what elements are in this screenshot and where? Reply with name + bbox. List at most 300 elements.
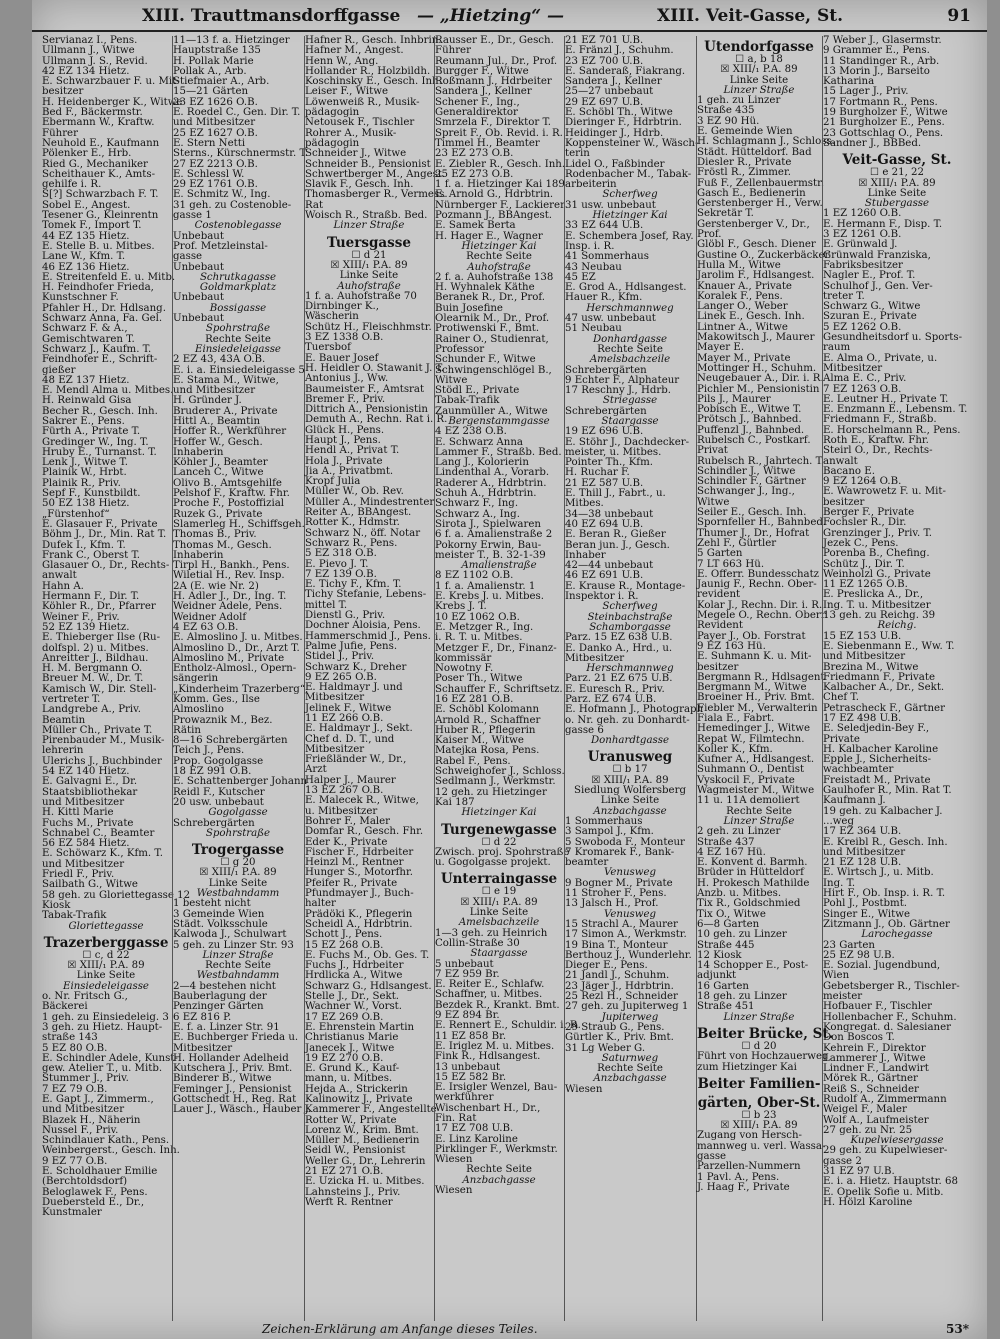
directory-entry: gehilfe i. R.: [42, 179, 102, 191]
directory-entry: Jarolim F., Hdlsangest.: [697, 270, 815, 282]
directory-entry: E. Grod A., Hdlsangest.: [565, 282, 687, 294]
directory-entry: Reidl F., Kutscher: [173, 786, 265, 798]
cross-street: Westbahndamm: [196, 970, 280, 982]
directory-entry: Grenzinger J., Priv. T.: [823, 527, 932, 539]
directory-entry: 1 besteht nicht: [173, 898, 251, 910]
directory-entry: Schott J., Pens.: [305, 929, 383, 941]
directory-entry: Sandera J., Kellner: [435, 86, 532, 98]
directory-entry: Tichy Stefanie, Lebens-: [305, 589, 427, 601]
directory-entry: E. Stelle B. u. Mitbes.: [42, 240, 155, 252]
directory-entry: H. Ruchar F.: [565, 467, 630, 479]
directory-entry: 7 EZ 959 Br.: [435, 968, 500, 980]
directory-entry: Anzb. u. Mitbes.: [697, 888, 782, 900]
directory-entry: E. Enzmann E., Lebensm. T.: [823, 404, 968, 416]
directory-entry: Don Boscos T.: [823, 1032, 895, 1044]
directory-entry: 4 EZ 238 O.B.: [435, 426, 507, 438]
directory-entry: Friedl F., Priv.: [42, 869, 115, 881]
directory-entry: 23 Gottschlag O., Pens.: [823, 127, 944, 139]
directory-entry: 2 geh. zu Linzer: [697, 826, 781, 838]
directory-entry: 25—27 unbebaut: [565, 86, 654, 98]
directory-entry: E. Schöbl Kolomann: [435, 704, 540, 716]
directory-entry: Kaiser M., Witwe: [435, 735, 524, 747]
directory-entry: 1 Sommerhaus: [565, 815, 643, 827]
directory-entry: Wischenbart H., Dr.,: [435, 1102, 541, 1114]
directory-entry: Lenk J., Witwe T.: [42, 457, 128, 469]
directory-entry: Fiala E., Fabrt.: [697, 713, 775, 724]
directory-entry: Hoffer R., Werkführer: [173, 426, 287, 438]
cross-street: Anzbachgasse: [593, 1073, 667, 1085]
directory-entry: Mottinger H., Schuhm.: [697, 362, 817, 374]
column-6: [696, 36, 835, 1321]
directory-entry: o. Nr. Fritsch G.,: [42, 991, 128, 1003]
directory-entry: H. Kittl Marie: [42, 807, 114, 819]
directory-entry: Proche F., Postoffizial: [173, 498, 285, 510]
directory-entry: Pfundmayer J., Buch-: [305, 888, 414, 900]
directory-entry: Bremer F., Priv.: [305, 393, 386, 405]
directory-entry: 10 geh. zu Linzer: [697, 929, 787, 941]
directory-entry: Müller A., Mindestrenter: [305, 496, 435, 508]
directory-entry: Pobisch E., Witwe T.: [697, 404, 802, 416]
directory-entry: und Mitbesitzer: [173, 385, 256, 397]
directory-entry: gew. Atelier T., u. Mitb.: [42, 1063, 163, 1075]
directory-entry: 44 EZ 135 Hietz.: [42, 230, 130, 242]
directory-entry: Hejda A., Strickerin: [305, 1083, 408, 1095]
directory-entry: 16 EZ 281 O.B.: [435, 694, 514, 705]
directory-entry: Müller M., Bedienerin: [305, 1135, 420, 1147]
directory-entry: 15 Strachl A., Maurer: [565, 918, 678, 930]
directory-entry: 17 EZ 364 U.B.: [823, 826, 902, 838]
directory-entry: E. Siebenmann E., Ww. T.: [823, 640, 955, 652]
directory-entry: Christianus Marie: [305, 1032, 399, 1044]
directory-entry: Broeiner H., Priv. Bmt.: [697, 692, 815, 704]
directory-entry: 18 EZ 991 O.B.: [173, 766, 252, 778]
column-5: [564, 35, 704, 1321]
directory-entry: Schrebergärten: [565, 364, 647, 376]
directory-entry: 21 EZ 271 O.B.: [305, 1166, 384, 1178]
directory-entry: (Berchtoldsdorf): [42, 1176, 128, 1188]
directory-entry: ☐ b 17: [612, 764, 648, 776]
directory-entry: Private: [823, 733, 860, 745]
directory-entry: Linke Seite: [339, 270, 399, 282]
directory-entry: Gasch E., Bedienerin: [697, 187, 806, 199]
directory-entry: Sakrer E., Pens.: [42, 415, 125, 427]
directory-entry: Gemischtwaren T.: [42, 333, 135, 345]
directory-entry: E. Grünwald J.: [823, 239, 898, 251]
directory-entry: Professor: [435, 343, 485, 355]
cross-street: Hietzinger Kai: [461, 240, 537, 252]
cross-street: Anzbachgasse: [593, 805, 667, 817]
directory-entry: Pirenbauder M., Musik-: [42, 735, 165, 747]
directory-entry: 29 EZ 1761 O.B.: [173, 179, 258, 191]
directory-entry: sängerin: [173, 673, 219, 685]
directory-entry: Kaufmann J.: [823, 795, 886, 807]
directory-entry: 47 usw. unbebaut: [565, 313, 656, 325]
directory-entry: und Mitbesitzer: [42, 858, 125, 870]
directory-entry: Gerstenberger V., Dr.,: [697, 218, 810, 230]
directory-entry: Seiler E., Gesch. Inh.: [697, 507, 807, 519]
cross-street: Amelsbachzeile: [589, 354, 671, 366]
directory-entry: Schneider B., Pensionist: [305, 158, 431, 170]
directory-entry: zum Hietzinger Kai: [697, 1061, 797, 1073]
directory-entry: Janecek J., Witwe: [305, 1042, 395, 1054]
directory-entry: Gredinger W., Ing. T.: [42, 436, 149, 448]
directory-entry: Straße 451: [697, 1001, 755, 1013]
directory-entry: 13 unbebaut: [435, 1061, 501, 1073]
directory-entry: 56 EZ 584 Hietz.: [42, 838, 130, 850]
directory-entry: gießer: [42, 364, 76, 376]
directory-entry: und Mitbesitzer: [823, 846, 906, 858]
directory-entry: 11 EZ 858 Br.: [435, 1030, 507, 1042]
cross-street: Larochegasse: [861, 929, 933, 941]
directory-entry: Schwarz J., Kaufm. T.: [42, 343, 152, 355]
directory-entry: beamter: [565, 857, 609, 869]
directory-entry: Beamtin: [42, 714, 86, 726]
cross-street: Westbahndamm: [196, 888, 280, 900]
directory-entry: E. Rennert E., Schuldir. i. R.: [435, 1020, 581, 1032]
cross-street: Amelsbachzeile: [458, 917, 540, 929]
directory-entry: Schener F., Ing.,: [435, 96, 520, 108]
directory-entry: E. Haldmayr J., Sekt.: [305, 723, 413, 735]
directory-entry: Weidner Adele, Pens.: [173, 601, 283, 613]
directory-entry: J. Haag F., Private: [697, 1181, 790, 1193]
directory-entry: E. Linz Karoline: [435, 1133, 518, 1145]
directory-entry: Mitbesitzer: [565, 652, 625, 664]
directory-entry: 17 Reschny J., Hdrb.: [565, 385, 671, 397]
directory-entry: Demuth A., Rechn. Rat i. R.: [305, 414, 448, 426]
directory-entry: und Mitbesitzer: [173, 117, 256, 129]
directory-entry: und Mitbesitzer: [823, 651, 906, 663]
directory-entry: Schweighofer J., Schloss.: [435, 766, 565, 778]
directory-entry: Revident: [697, 620, 743, 632]
directory-entry: Linke Seite: [208, 877, 268, 889]
directory-entry: Kolar J., Rechn. Dir. i. R.: [697, 599, 823, 611]
column-3: [304, 35, 448, 1321]
directory-entry: 25 EZ 98 U.B.: [823, 949, 895, 961]
directory-entry: Thomasberger R., Vermess.: [305, 189, 448, 201]
directory-entry: Penzinger Gärten: [173, 1001, 264, 1013]
directory-entry: Schindler F., Gärtner: [697, 476, 806, 488]
directory-entry: E. f. a. Linzer Str. 91: [173, 1021, 280, 1033]
directory-entry: 19 EZ 270 O.B.: [305, 1052, 384, 1064]
directory-entry: E. Thill J., Fabrt., u.: [565, 488, 666, 500]
directory-entry: ☐ e 21, 22: [869, 167, 925, 179]
directory-entry: Arzt: [305, 764, 327, 776]
directory-entry: E. Wirtsch J., u. Mitb.: [823, 867, 934, 879]
directory-entry: Schütz J., Dir. T.: [823, 558, 905, 570]
directory-entry: revident: [697, 589, 741, 601]
directory-entry: lehrerin: [42, 745, 84, 757]
directory-entry: 25 EZ 273 O.B.: [435, 168, 514, 180]
directory-entry: Fiebler M., Verwalterin: [697, 702, 818, 714]
directory-entry: Sobel E., Angest.: [42, 199, 131, 211]
directory-entry: Puffenzl J., Bahnbed.: [697, 424, 805, 436]
directory-entry: Parz. EZ 674 U.B.: [565, 694, 657, 705]
directory-entry: Haupt J., Pens.: [305, 434, 381, 446]
directory-entry: Rubelsch C., Postkarf.: [697, 434, 811, 446]
directory-entry: und Mitbesitzer: [42, 796, 125, 808]
directory-entry: Stelle J., Dr., Sekt.: [305, 991, 400, 1003]
directory-entry: 3 EZ 90 Hü.: [697, 115, 760, 127]
directory-entry: Kiosk: [42, 899, 71, 911]
directory-entry: S[?] Schwarzbach F. T.: [42, 189, 159, 201]
directory-entry: E. i. a. Einsiedeleigasse 5: [173, 364, 305, 376]
directory-entry: Hemedinger J., Witwe: [697, 723, 811, 735]
directory-entry: Poser Th., Witwe: [435, 673, 523, 685]
directory-entry: Timmel H., Beamter: [435, 137, 540, 149]
directory-entry: E. Preslicka A., Dr.,: [823, 589, 924, 601]
directory-entry: Jia A., Privatbmt.: [305, 465, 394, 477]
directory-entry: Ullmann J., Witwe: [42, 45, 135, 57]
directory-entry: Hammerschmid J., Pens.: [305, 630, 431, 642]
directory-entry: Kalinowitz J., Private: [305, 1093, 413, 1105]
directory-entry: Schwertberger M., Angest.: [305, 168, 446, 180]
directory-entry: Jelinek F., Witwe: [305, 702, 392, 714]
directory-entry: H. Kalbacher Karoline: [823, 743, 939, 755]
directory-entry: Kamisch W., Dir. Stell-: [42, 683, 157, 695]
directory-entry: Protiwenski F., Bmt.: [435, 323, 540, 335]
directory-entry: Rechte Seite: [597, 1063, 663, 1075]
directory-entry: 17 EZ 269 O.B.: [305, 1011, 384, 1023]
directory-entry: 15—21 Gärten: [173, 86, 249, 98]
cross-street: Costenoblegasse: [194, 220, 282, 232]
directory-entry: E. Stama M., Witwe,: [173, 374, 279, 386]
directory-entry: 5 EZ 80 O.B.: [42, 1042, 108, 1054]
directory-entry: anwalt: [823, 455, 858, 467]
directory-entry: Frank C., Oberst T.: [42, 549, 140, 561]
directory-entry: Hahn A.: [42, 580, 84, 592]
column-2: [172, 35, 312, 1321]
street-heading: Unterraingasse: [440, 871, 558, 888]
directory-entry: Prop. Gogolgasse: [173, 755, 264, 767]
directory-entry: Alma E. C., Priv.: [823, 373, 907, 385]
directory-entry: Metzger F., Dr., Finanz-: [435, 642, 557, 654]
directory-entry: Privat: [697, 445, 728, 457]
directory-entry: Stödl E., Private: [435, 385, 520, 397]
directory-entry: Sepf F., Kunstbildt.: [42, 488, 141, 500]
directory-entry: H. Hollander Adelheid: [173, 1052, 289, 1064]
directory-entry: 5 EZ 1262 O.B.: [823, 321, 902, 333]
directory-entry: E. Schindler Adele, Kunst-: [42, 1052, 178, 1064]
directory-entry: Schunder F., Witwe: [435, 354, 536, 366]
directory-entry: Berger F., Private: [823, 507, 915, 519]
directory-entry: Olearnik M., Dr., Prof.: [435, 313, 550, 325]
directory-entry: E. Galvagni E., Dr.: [42, 776, 138, 788]
directory-entry: Weiner F., Priv.: [42, 611, 120, 623]
directory-entry: raum: [823, 342, 851, 354]
directory-entry: Führt von Hochzauerweg: [697, 1051, 829, 1063]
directory-entry: ☒ XIII/₁ P.A. 89: [199, 867, 277, 879]
directory-entry: Vyskocil F., Private: [697, 774, 795, 786]
cross-street: Schamborgasse: [589, 621, 671, 633]
cross-street: Einsiedeleigasse: [195, 343, 281, 355]
cross-street: Anzbachgasse: [462, 1174, 536, 1186]
directory-entry: Glück H., Pens.: [305, 424, 385, 436]
street-heading: Beiter Brücke, St.: [697, 1025, 834, 1042]
directory-entry: 10 EZ 1062 O.B.: [435, 611, 520, 623]
directory-entry: Kai 187: [435, 796, 475, 808]
directory-entry: Chef T.: [823, 692, 859, 704]
directory-entry: Reiter A., BBAngest.: [305, 507, 412, 519]
directory-entry: E. Streitenfeld E. u. Mitb.: [42, 271, 176, 283]
directory-entry: Tix R., Goldschmied: [697, 898, 801, 910]
directory-entry: Sirota J., Spielwaren: [435, 518, 541, 530]
directory-entry: Unbebaut: [173, 292, 224, 304]
cross-street: Saturnweg: [601, 1052, 659, 1064]
directory-entry: Spreit F., Ob. Revid. i. R.: [435, 127, 563, 139]
directory-entry: mittel T.: [305, 599, 348, 611]
directory-entry: Antonius J., Ww.: [305, 373, 389, 385]
directory-entry: halter: [305, 898, 336, 910]
directory-entry: Pokorny Erwin, Bau-: [435, 539, 542, 551]
directory-entry: 20 usw. unbebaut: [173, 796, 264, 808]
directory-entry: Inhaberin: [173, 446, 224, 458]
directory-entry: 48 EZ 137 Hietz.: [42, 374, 130, 386]
cross-street: Linzer Straße: [202, 949, 274, 961]
directory-entry: Dienstl G., Priv.: [305, 610, 386, 622]
directory-entry: Schwarz N., öff. Notar: [305, 527, 421, 539]
directory-entry: Parzellen-Nummern: [697, 1161, 801, 1173]
street-heading: Veit-Gasse, St.: [842, 152, 952, 169]
directory-entry: Gebetsberger R., Tischler-: [823, 980, 960, 992]
directory-entry: Schindler J., Witwe: [697, 465, 796, 477]
directory-entry: E. Stöhr J., Dachdecker-: [565, 436, 690, 448]
directory-entry: Straße 437: [697, 836, 755, 848]
cross-street: Scherfweg: [602, 601, 658, 613]
directory-entry: Schrebergärten: [565, 405, 647, 417]
directory-entry: 29 EZ 697 U.B.: [565, 96, 644, 108]
directory-entry: Freistadt M., Private: [823, 774, 931, 786]
directory-entry: 42 EZ 134 Hietz.: [42, 65, 130, 77]
directory-entry: Lang J., Kolorierin: [435, 457, 529, 469]
directory-entry: E. Wawrowetz F. u. Mit-: [823, 486, 946, 498]
directory-entry: Ebermann W., Kraftw.: [42, 117, 155, 129]
directory-entry: meister: [823, 991, 863, 1003]
directory-entry: 27 EZ 2213 O.B.: [173, 158, 258, 170]
directory-entry: E. Seledjedin-Bey F.,: [823, 723, 930, 735]
directory-entry: Breuer M. W., Dr. T.: [42, 673, 144, 685]
directory-entry: Bohrer F., Maler: [305, 815, 391, 827]
footer-note: Zeichen-Erklärung am Anfange dieses Teiles.: [262, 1322, 538, 1336]
directory-entry: Makowitsch J., Maurer: [697, 332, 815, 344]
cross-street: Linzer Straße: [723, 1011, 795, 1023]
directory-entry: Lindenthal A., Vorarb.: [435, 467, 550, 479]
directory-entry: Berthouz J., Wunderlehr.: [565, 949, 692, 961]
directory-entry: meister T., B. 32-1-39: [435, 549, 546, 561]
directory-entry: Palme Jufie, Pens.: [305, 640, 398, 652]
cross-street: Schrutkagasse: [199, 271, 277, 283]
directory-entry: 27 geh. zu Nr. 25: [823, 1124, 913, 1136]
directory-entry: E. Iriglez M. u. Mitbes.: [435, 1040, 555, 1052]
directory-entry: pädagogin: [305, 107, 360, 119]
cross-street: Gloriettegasse: [68, 920, 144, 932]
directory-entry: E. Sanderaß, Fiakrang.: [565, 65, 686, 77]
directory-entry: Petrascheck F., Gärtner: [823, 702, 945, 714]
directory-entry: Weinbergerst., Gesch. Inh.: [42, 1145, 180, 1157]
directory-entry: Tirpl H., Bankh., Pens.: [173, 560, 290, 572]
directory-entry: Schwarz A., Ing.: [435, 508, 520, 520]
directory-entry: 2—4 bestehen nicht: [173, 980, 276, 992]
directory-entry: 25 Rezl H., Schneider: [565, 991, 678, 1003]
directory-entry: 50 EZ 138 Hietz.: [42, 498, 130, 510]
directory-entry: Linke Seite: [867, 187, 927, 199]
directory-entry: Zehl F., Gürtler: [697, 537, 777, 549]
directory-entry: Gottschedt H., Reg. Rat: [173, 1093, 297, 1105]
directory-entry: Raderer A., Hdrbtrin.: [435, 477, 547, 489]
directory-entry: Becher R., Gesch. Inh.: [42, 405, 158, 417]
directory-entry: ☐ d 21: [351, 249, 387, 261]
directory-entry: E. Schwarz Anna: [435, 436, 523, 448]
directory-entry: Neuhold E., Kaufmann: [42, 137, 160, 149]
directory-entry: Rechte Seite: [726, 805, 792, 817]
directory-entry: Kehrein F., Direktor: [823, 1042, 926, 1054]
directory-entry: Krebs J. T.: [435, 601, 487, 613]
directory-entry: E. Horschelmann R., Pens.: [823, 424, 961, 436]
directory-entry: Gürtler K., Priv. Bmt.: [565, 1032, 674, 1044]
directory-entry: Singer E., Witwe: [823, 908, 911, 920]
directory-entry: E. Danko A., Hrd., u.: [565, 642, 673, 654]
directory-entry: Schütz H., Fleischhmstr.: [305, 321, 432, 333]
cross-street: Striegasse: [602, 395, 658, 407]
directory-entry: Grünwald Franziska,: [823, 249, 931, 261]
directory-entry: Anreitter J., Bildhau.: [42, 652, 149, 664]
directory-entry: 1 EZ 1260 O.B.: [823, 208, 902, 220]
cross-street: Auhofstraße: [467, 261, 531, 273]
directory-entry: Rechte Seite: [597, 343, 663, 355]
directory-entry: Bergmann M., Witwe: [697, 682, 807, 694]
directory-entry: H. Adler J., Dr., Ing. T.: [173, 591, 287, 603]
directory-entry: 2 EZ 43, 43A O.B.: [173, 354, 266, 366]
directory-entry: Leiser F., Witwe: [305, 86, 389, 98]
directory-entry: 1—3 geh. zu Heinrich: [435, 927, 548, 939]
directory-entry: ☒ XIII/₁ P.A. 89: [720, 1120, 798, 1132]
directory-entry: 9 EZ 894 Br.: [435, 1010, 500, 1022]
directory-entry: E. Schöbl Th., Witwe: [565, 107, 673, 119]
directory-entry: Landgrebe A., Priv.: [42, 704, 141, 716]
directory-entry: Unbebaut: [173, 261, 224, 273]
directory-entry: Dittrich A., Pensionistin: [305, 404, 428, 416]
page-number: 91: [947, 6, 971, 26]
directory-entry: 43 Neubau: [565, 261, 622, 273]
cross-street: Amalienstraße: [461, 560, 537, 572]
directory-entry: Fürth A., Private T.: [42, 426, 141, 438]
directory-entry: Plainik R., Priv.: [42, 477, 121, 489]
directory-entry: Linek E., Gesch. Inh.: [697, 311, 805, 323]
directory-entry: E. Bauer Josef: [305, 352, 379, 364]
directory-entry: Porenba B., Chefing.: [823, 548, 930, 560]
directory-entry: 51 Neubau: [565, 323, 622, 335]
directory-entry: kommissär: [435, 652, 492, 664]
directory-entry: Hollenbacher F., Schuhm.: [823, 1011, 957, 1023]
directory-entry: 9 Echter F., Alphateur: [565, 374, 680, 386]
directory-entry: 15 EZ 153 U.B.: [823, 630, 902, 642]
directory-entry: werkführer: [435, 1092, 494, 1104]
directory-entry: Nagler E., Prof. T.: [823, 270, 916, 282]
cross-street: Linzer Straße: [723, 84, 795, 96]
directory-entry: Sekretär T.: [697, 208, 754, 220]
directory-entry: Binderer B., Witwe: [173, 1073, 272, 1085]
directory-entry: 15 EZ 582 Br.: [435, 1071, 507, 1083]
directory-entry: Buin Josefine: [435, 302, 503, 314]
directory-entry: Hendl A., Privat T.: [305, 445, 400, 457]
directory-entry: Rainer O., Studienrat,: [435, 333, 549, 345]
directory-entry: adjunkt: [697, 970, 737, 982]
directory-entry: meister, u. Mitbes.: [565, 446, 662, 458]
directory-entry: 14 Schopper E., Post-: [697, 960, 809, 972]
directory-entry: Linke Seite: [729, 74, 789, 86]
directory-entry: Rechte Seite: [205, 960, 271, 972]
directory-entry: Mayer E.: [697, 342, 745, 354]
directory-entry: Koralek F., Pens.: [697, 290, 783, 302]
